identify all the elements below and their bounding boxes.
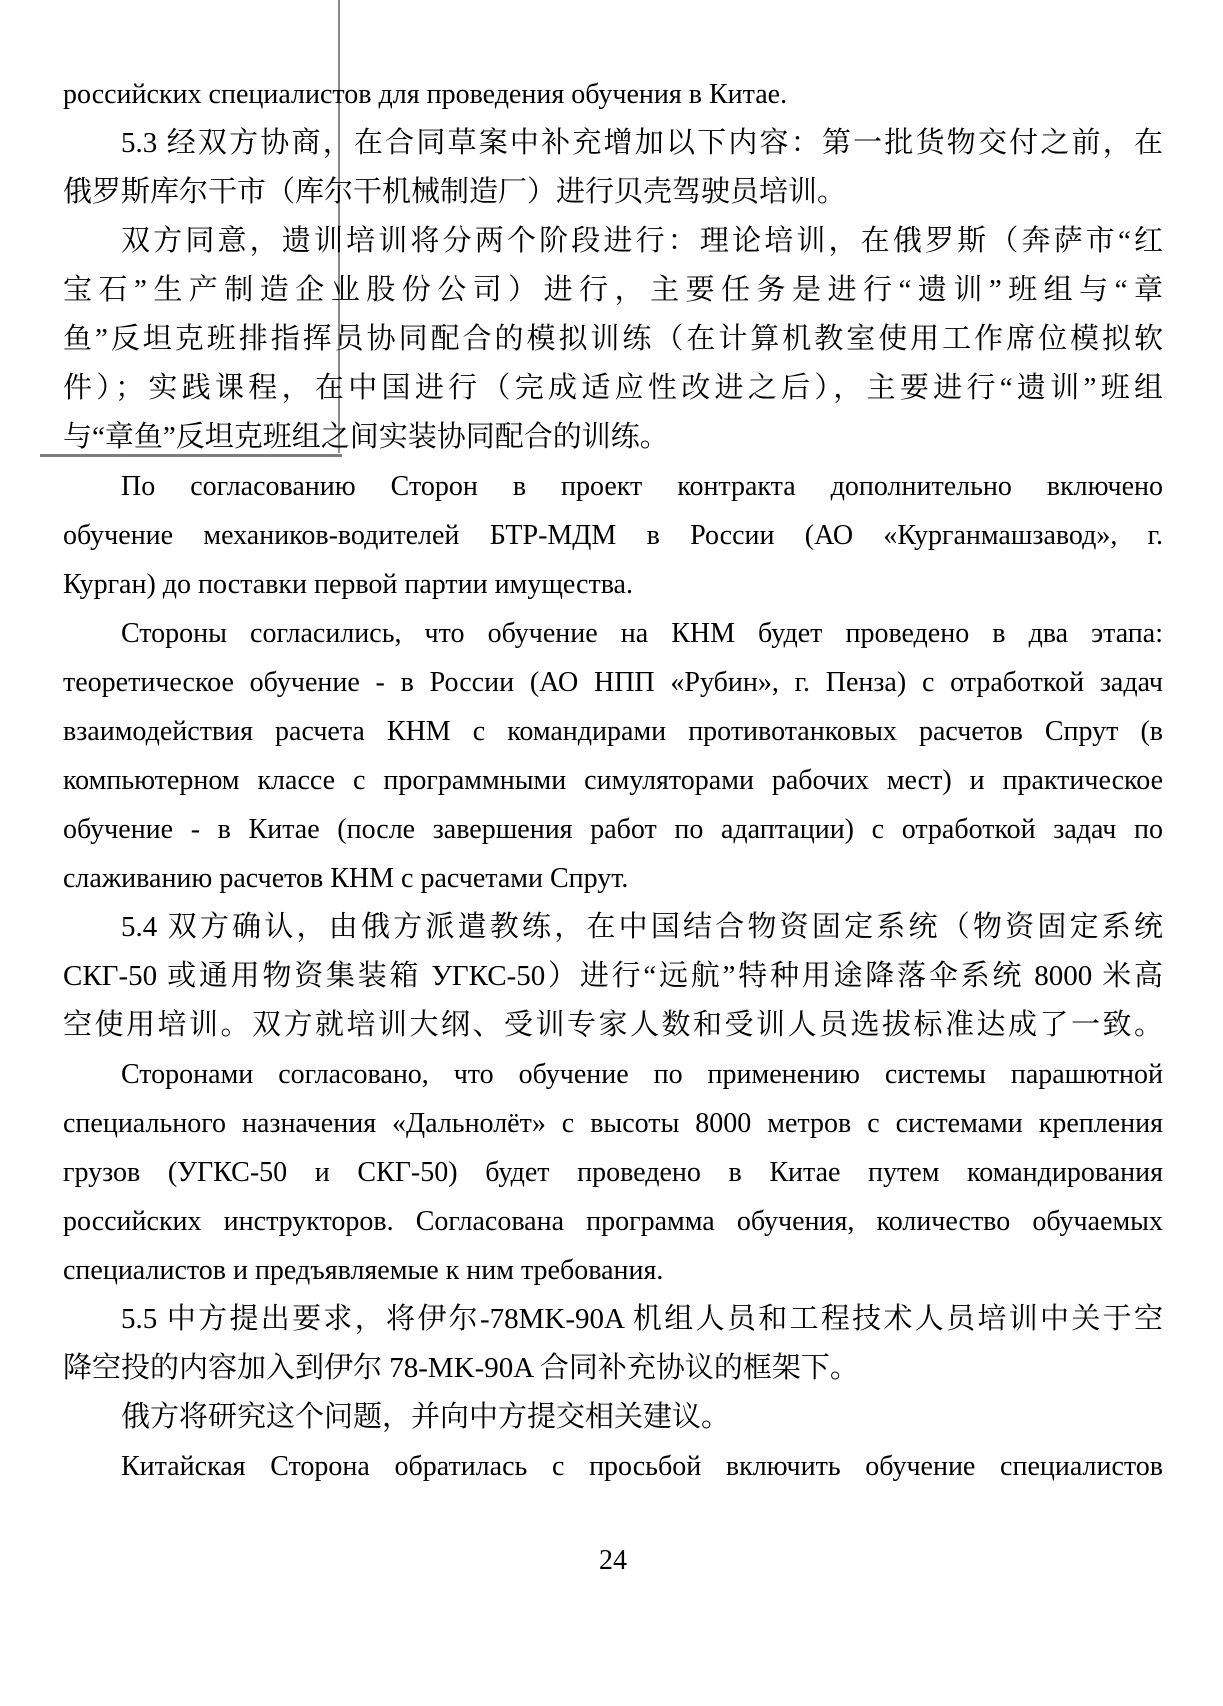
page-number: 24: [599, 1545, 627, 1576]
text-line: специального назначения «Дальнолёт» с высоты 8000 метров с системами крепления: [63, 1108, 1163, 1139]
text-line: Сторонами согласовано, что обучение по применению системы парашютной: [121, 1059, 1163, 1090]
text-line: 鱼”反坦克班排指挥员协同配合的模拟训练（在计算机教室使用工作席位模拟软: [63, 323, 1163, 355]
text-line: взаимодействия расчета КНМ с командирами противотанковых расчетов Спрут (в: [63, 716, 1163, 747]
text-line: Китайская Сторона обратилась с просьбой включить обучение специалистов: [121, 1451, 1163, 1482]
text-line: 5.4 双方确认，由俄方派遣教练，在中国结合物资固定系统（物资固定系统: [121, 911, 1163, 943]
text-line: слаживанию расчетов КНМ с расчетами Спрут.: [63, 863, 629, 894]
text-line: обучение - в Китае (после завершения работ по адаптации) с отработкой задач по: [63, 814, 1163, 845]
text-line: 俄方将研究这个问题，并向中方提交相关建议。: [121, 1401, 731, 1433]
text-line: СКГ-50 或通用物资集装箱 УГКС-50）进行“远航”特种用途降落伞系统 8000 米高: [63, 960, 1163, 992]
text-line: компьютерном классе с программными симуляторами рабочих мест) и практическое: [63, 765, 1163, 796]
text-line: 空使用培训。双方就培训大纲、受训专家人数和受训人员选拔标准达成了一致。: [63, 1009, 1163, 1041]
text-line: 宝石”生产制造企业股份公司）进行，主要任务是进行“遗训”班组与“章: [63, 274, 1163, 306]
text-line: российских специалистов для проведения обучения в Китае.: [63, 79, 788, 110]
text-line: 俄罗斯库尔干市（库尔干机械制造厂）进行贝壳驾驶员培训。: [63, 176, 847, 208]
text-line: теоретическое обучение - в России (АО НПП «Рубин», г. Пенза) с отработкой задач: [63, 667, 1163, 698]
text-line: 5.3 经双方协商，在合同草案中补充增加以下内容：第一批货物交付之前，在: [121, 127, 1163, 159]
text-line: 降空投的内容加入到伊尔 78-MK-90A 合同补充协议的框架下。: [63, 1352, 859, 1384]
text-line: специалистов и предъявляемые к ним требования.: [63, 1255, 664, 1286]
text-line: Стороны согласились, что обучение на КНМ будет проведено в два этапа:: [121, 618, 1163, 649]
text-line: 5.5 中方提出要求，将伊尔-78MK-90A 机组人员和工程技术人员培训中关于空: [121, 1303, 1163, 1335]
text-line: российских инструкторов. Согласована программа обучения, количество обучаемых: [63, 1206, 1163, 1237]
document-body: [63, 70, 1163, 1491]
text-line: обучение механиков-водителей БТР-МДМ в России (АО «Курганмашзавод», г.: [63, 520, 1163, 551]
text-line: Курган) до поставки первой партии имущества.: [63, 569, 633, 600]
text-line: 件）；实践课程，在中国进行（完成适应性改进之后），主要进行“遗训”班组: [63, 372, 1163, 404]
text-line: 与“章鱼”反坦克班组之间实装协同配合的训练。: [63, 421, 669, 453]
text-line: грузов (УГКС-50 и СКГ-50) будет проведено в Китае путем командирования: [63, 1157, 1163, 1188]
text-line: По согласованию Сторон в проект контракта дополнительно включено: [121, 471, 1163, 502]
text-line: 双方同意，遗训培训将分两个阶段进行：理论培训，在俄罗斯（奔萨市“红: [121, 225, 1163, 257]
